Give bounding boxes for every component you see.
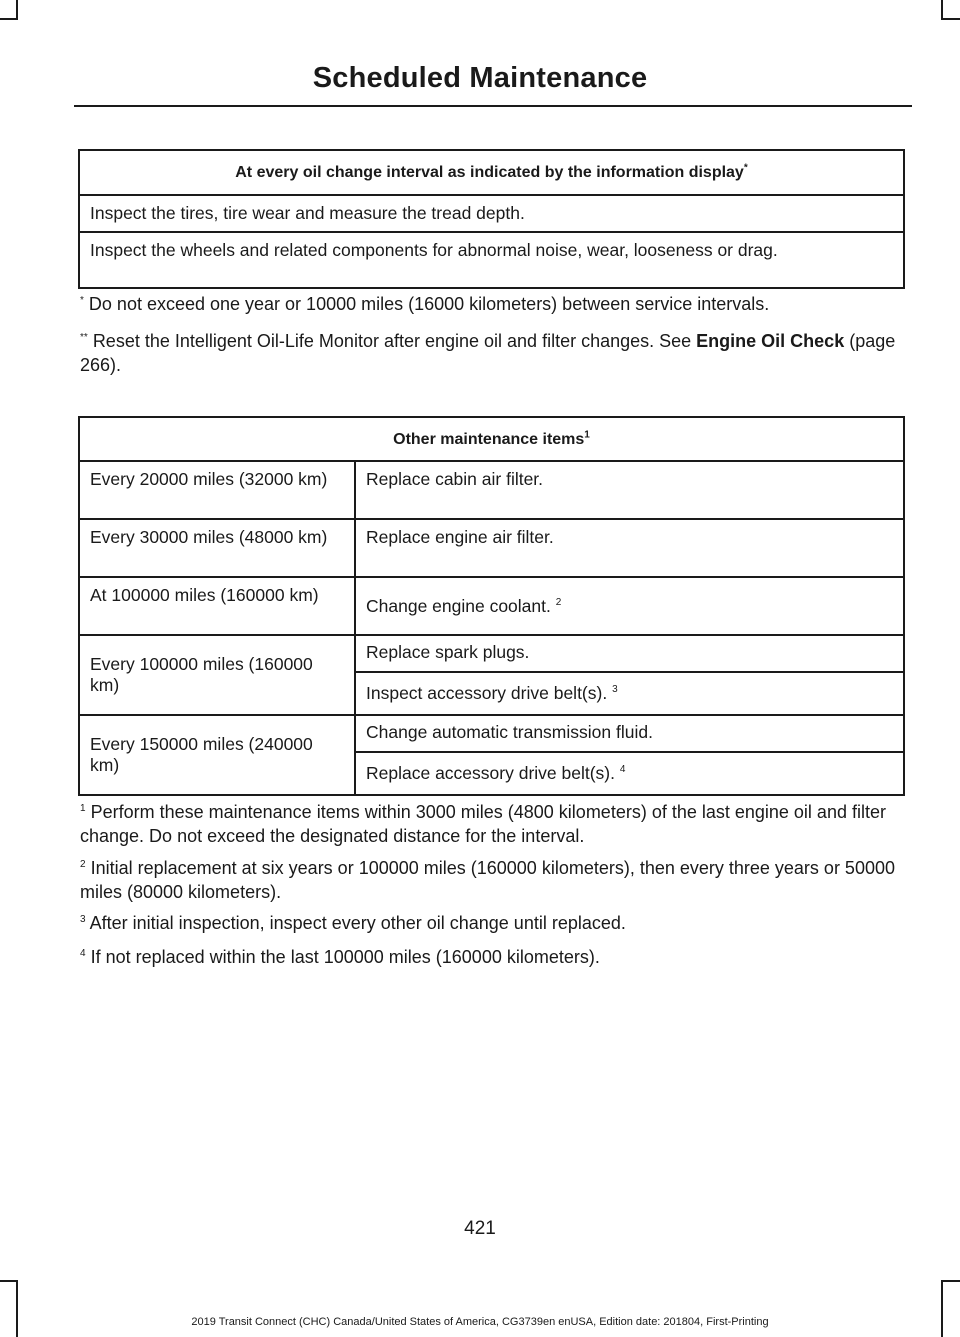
- interval-cell: Every 100000 miles (160000 km): [79, 635, 355, 715]
- task-cell: Replace spark plugs.: [355, 635, 904, 672]
- crop-mark: [941, 0, 943, 20]
- other-maintenance-table: [78, 416, 905, 796]
- table-row: [79, 461, 904, 519]
- footnote: $^1$ Perform these maintenance items within 3000 miles (4800 kilometers) of the last engine oil and filter change. Do not exceed the designated distance for the interval.: [80, 802, 886, 846]
- footnote-mark: 4: [80, 948, 86, 959]
- cross-reference-link[interactable]: Engine Oil Check: [696, 331, 845, 351]
- interval-cell: Every 30000 miles (48000 km): [79, 519, 355, 577]
- footnote: $^4$ If not replaced within the last 100000 miles (160000 kilometers).: [80, 947, 600, 967]
- task-cell: Change automatic transmission fluid.: [355, 715, 904, 752]
- footnote-mark: *: [80, 295, 84, 306]
- table-heading: At every oil change interval as indicated by the information display*: [79, 150, 904, 195]
- footnote: ** Reset the Intelligent Oil-Life Monitor after engine oil and filter changes. See Engine Oil Check (page 266).: [80, 331, 896, 375]
- table-header-row: [79, 150, 904, 195]
- footnote-mark: **: [80, 332, 88, 343]
- footnote-mark: *: [743, 162, 748, 174]
- crop-mark: [0, 18, 18, 20]
- table-heading: Other maintenance items$^1$: [79, 417, 904, 461]
- oil-change-table: [78, 149, 905, 289]
- crop-mark: [941, 1280, 960, 1282]
- footnote-mark: 2: [80, 859, 86, 870]
- footnote-mark: 2: [555, 596, 562, 608]
- table-row: [79, 577, 904, 635]
- table-row: [79, 232, 904, 288]
- table-header-row: [79, 417, 904, 461]
- crop-mark: [941, 1280, 943, 1337]
- table-row: [79, 635, 904, 672]
- crop-mark: [941, 18, 960, 20]
- table-row: [79, 715, 904, 752]
- table-cell: Inspect the wheels and related components for abnormal noise, wear, looseness or drag.: [79, 232, 904, 288]
- footnote-mark: 4: [619, 764, 626, 776]
- interval-cell: At 100000 miles (160000 km): [79, 577, 355, 635]
- table-row: [79, 519, 904, 577]
- footnote: $^3$ After initial inspection, inspect every other oil change until replaced.: [80, 913, 626, 933]
- header-rule: [74, 105, 912, 107]
- table-cell: Inspect the tires, tire wear and measure the tread depth.: [79, 195, 904, 232]
- footnote-mark: 1: [80, 803, 86, 814]
- footnote-mark: 1: [584, 429, 590, 441]
- task-cell: Inspect accessory drive belt(s). $^3$: [355, 672, 904, 715]
- footnote-mark: 3: [80, 914, 86, 925]
- task-cell: Replace engine air filter.: [355, 519, 904, 577]
- interval-cell: Every 20000 miles (32000 km): [79, 461, 355, 519]
- crop-mark: [16, 1280, 18, 1337]
- footer-text: 2019 Transit Connect (CHC) Canada/United States of America, CG3739en enUSA, Edition date: 201804, First-Printing: [191, 1316, 769, 1328]
- page-number: 421: [464, 1218, 496, 1239]
- table-row: [79, 195, 904, 232]
- interval-cell: Every 150000 miles (240000 km): [79, 715, 355, 795]
- crop-mark: [16, 0, 18, 20]
- task-cell: Replace accessory drive belt(s). $^4$: [355, 752, 904, 795]
- footnote: $^2$ Initial replacement at six years or 100000 miles (160000 kilometers), then every three years or 50000 miles (80000 kilometers).: [80, 858, 895, 902]
- task-cell: Change engine coolant. $^2$: [355, 577, 904, 635]
- footnote: * Do not exceed one year or 10000 miles (16000 kilometers) between service intervals.: [80, 294, 770, 314]
- footnote-mark: 3: [612, 684, 618, 696]
- crop-mark: [0, 1280, 18, 1282]
- page-title: Scheduled Maintenance: [312, 62, 648, 94]
- task-cell: Replace cabin air filter.: [355, 461, 904, 519]
